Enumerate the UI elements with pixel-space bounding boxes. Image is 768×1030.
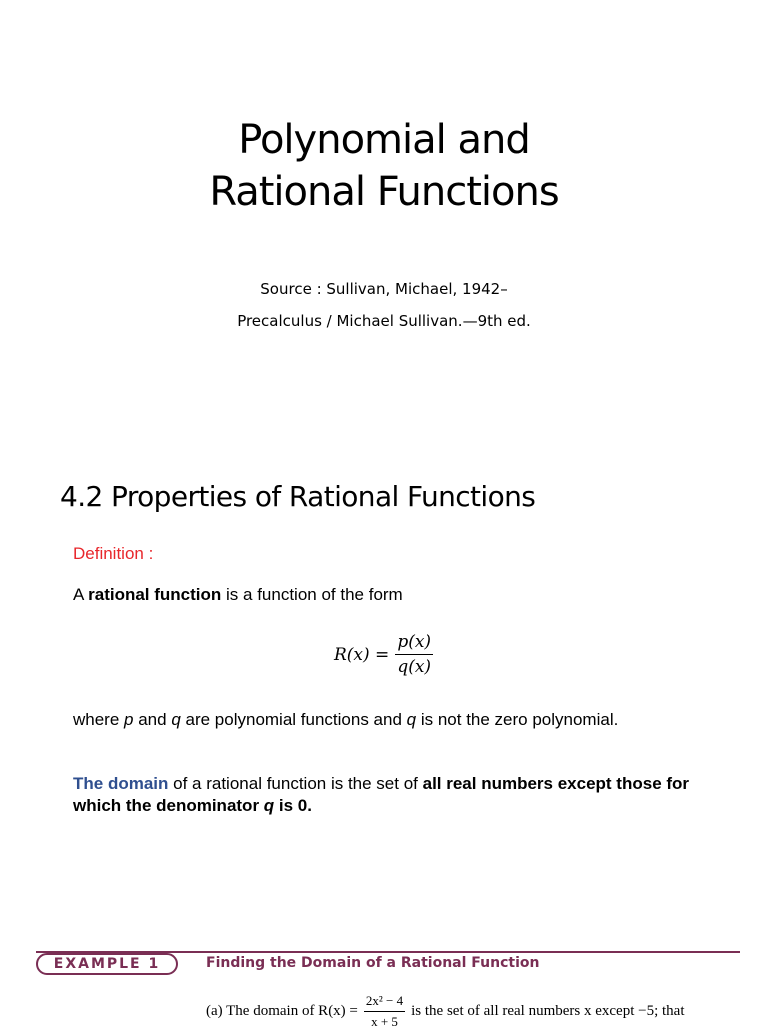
where-part: are polynomial functions and [180, 710, 407, 729]
rational-function-formula [334, 632, 433, 677]
domain-bold-2: is 0. [274, 796, 312, 815]
where-part: and [133, 710, 172, 729]
formula-denominator: q(x) [397, 657, 432, 677]
where-var-q: q [171, 710, 181, 729]
example-fraction [364, 993, 405, 1030]
example-frac-numerator: 2x² − 4 [364, 993, 405, 1012]
source-line2: Precalculus / Michael Sullivan.—9th ed. [237, 312, 531, 330]
domain-text [73, 773, 693, 817]
formula-fraction [395, 632, 433, 677]
definition-label: Definition : [73, 544, 154, 563]
domain-mid: of a rational function is the set of [168, 774, 423, 793]
example-frac-denominator: x + 5 [371, 1014, 398, 1029]
where-var-q: q [406, 710, 417, 729]
domain-var-q: q [263, 796, 275, 815]
def-prefix: A [73, 585, 89, 604]
example-text [206, 993, 685, 1030]
example-text-prefix: (a) The domain of R(x) = [206, 1003, 358, 1019]
definition-text [73, 584, 713, 606]
formula-numerator: p(x) [395, 632, 433, 655]
where-part: where [73, 710, 125, 729]
example-heading: Finding the Domain of a Rational Function [206, 955, 540, 971]
example-label-badge: EXAMPLE 1 [36, 953, 178, 975]
slide-title-line1: Polynomial and [238, 117, 530, 163]
domain-term: The domain [73, 774, 169, 793]
domain-bold-1: all real numbers except those for which the denominator [73, 774, 690, 815]
example-text-suffix: is the set of all real numbers x except −5; that [411, 1003, 685, 1019]
where-part: is not the zero polynomial. [416, 710, 619, 729]
slide-title-line2: Rational Functions [209, 169, 559, 215]
def-bold-term: rational function [88, 585, 222, 604]
where-var-p: p [124, 710, 134, 729]
section-heading: 4.2 Properties of Rational Functions [60, 480, 536, 513]
where-text [73, 709, 713, 731]
source-line1: Source : Sullivan, Michael, 1942– [260, 280, 508, 298]
formula-lhs: R(x) = [334, 644, 390, 665]
def-suffix: is a function of the form [221, 585, 403, 604]
